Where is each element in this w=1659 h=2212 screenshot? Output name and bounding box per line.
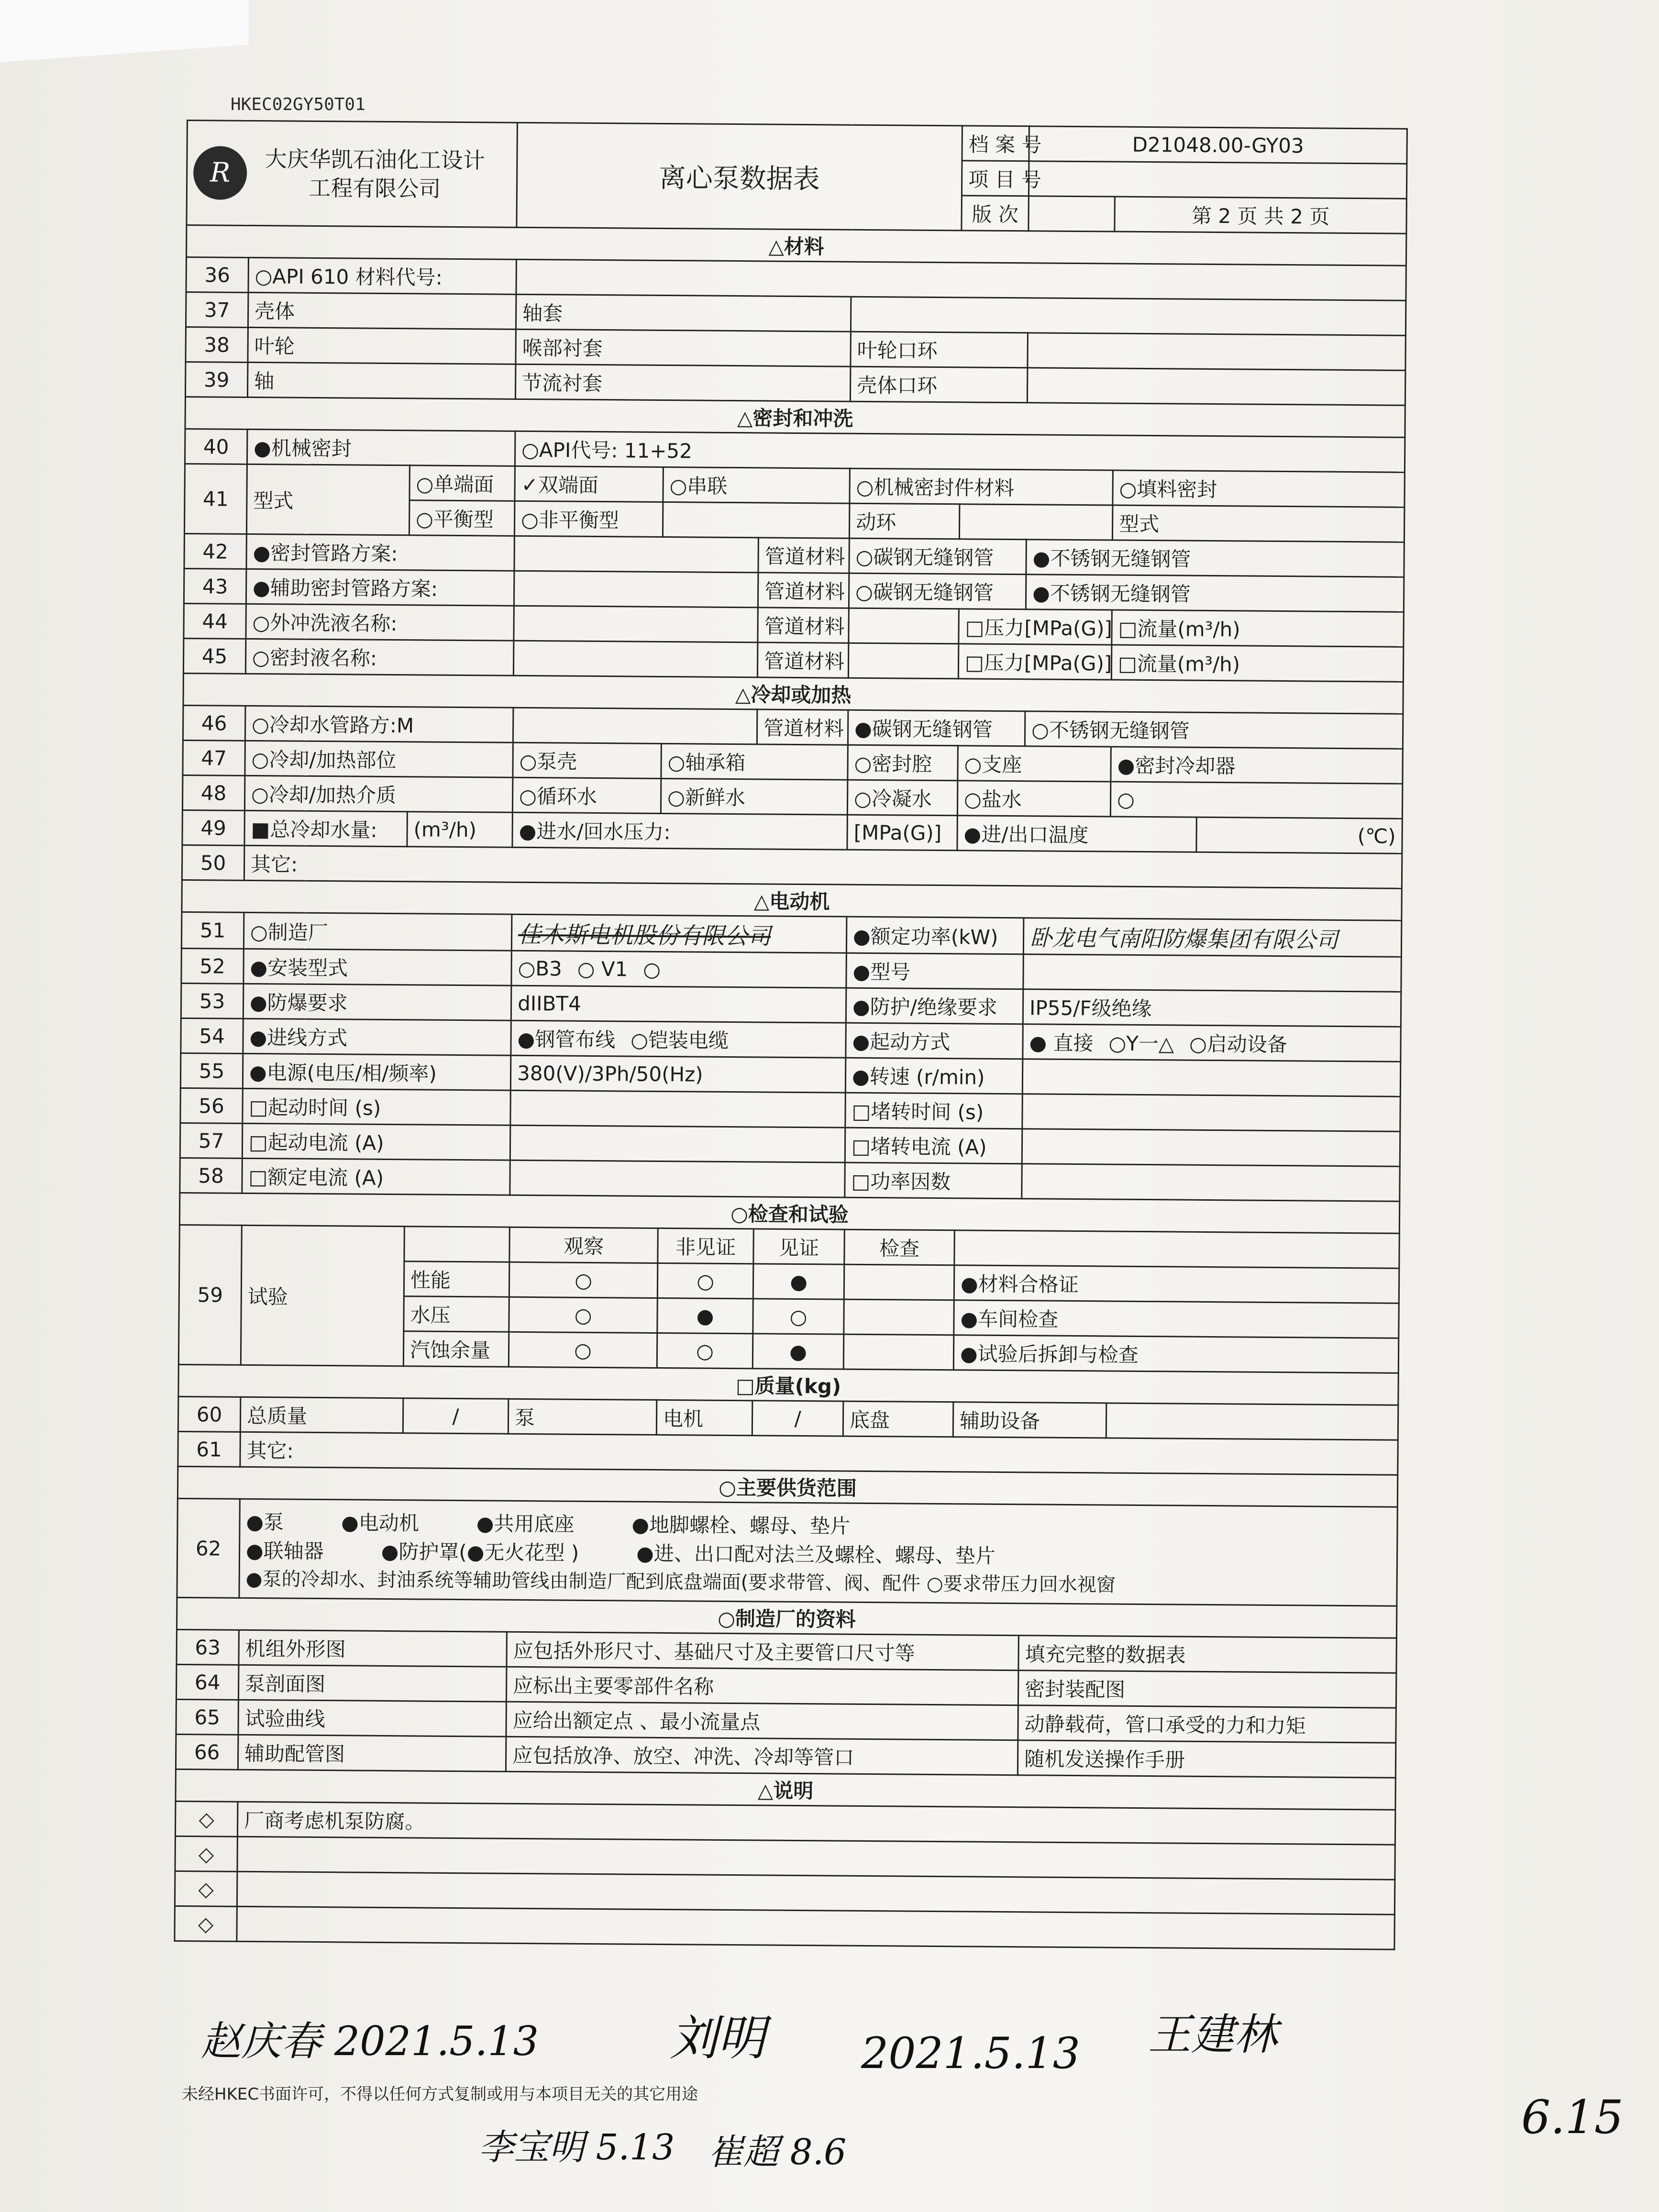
version-value: [1029, 196, 1115, 232]
test-col-nonwitness: 非见证: [658, 1228, 754, 1263]
cooling-water-unit: (m³/h): [407, 812, 513, 848]
pipe-material-label: 管道材料: [758, 573, 849, 608]
row-number: 54: [181, 1018, 243, 1053]
impeller-label: 叶轮: [248, 327, 516, 364]
locked-current-value: [1022, 1129, 1400, 1167]
casing-label: 壳体: [248, 292, 516, 329]
company-logo-icon: R: [193, 146, 247, 200]
blank-cell: [954, 1230, 1400, 1268]
row-62: [177, 1498, 1397, 1606]
carbon-steel-option: ○碳钢无缝钢管: [849, 573, 1026, 609]
other-option: ○: [1110, 782, 1403, 818]
inlet-pressure-label: ●进水/回水压力:: [512, 812, 847, 850]
aux-mass-value: [1106, 1403, 1398, 1440]
doc-name: 辅助配管图: [238, 1735, 506, 1771]
section-cooling: △冷却或加热: [183, 673, 1403, 714]
new-manufacturer-handwritten: 卧龙电气南阳防爆集团有限公司: [1029, 924, 1338, 953]
cooling-location-label: ○冷却/加热部位: [245, 741, 513, 777]
document-code: HKEC02GY50T01: [231, 95, 365, 114]
doc-requirement: 应给出额定点 、最小流量点: [506, 1702, 1018, 1740]
note-marker-icon: ◇: [175, 1836, 238, 1871]
row-number: 42: [184, 533, 247, 569]
cooling-water-piping-label: ○冷却水管路方:M: [245, 706, 513, 742]
doc-extra: 动静载荷，管口承受的力和力矩: [1018, 1705, 1396, 1743]
start-current-label: □起动电流 (A): [242, 1123, 510, 1160]
test-mark: ●: [752, 1334, 844, 1369]
pipe-material-label: 管道材料: [758, 538, 850, 573]
power-factor-label: □功率因数: [845, 1162, 1022, 1199]
blank-cell: [848, 643, 959, 679]
row-number: 64: [176, 1664, 239, 1700]
power-factor-value: [1022, 1164, 1400, 1202]
signature-3: 2021.5.13: [861, 2028, 1081, 2079]
pump-casing-option: ○泵壳: [513, 742, 662, 778]
test-label: 试验: [241, 1225, 404, 1366]
section-supply: ○主要供货范围: [177, 1466, 1397, 1507]
aux-mass-label: 辅助设备: [953, 1402, 1106, 1438]
file-no-label: 档 案 号: [962, 126, 1029, 161]
model-label: ●型号: [846, 953, 1024, 989]
sheet-title: 离心泵数据表: [517, 122, 962, 230]
blank-cell: [513, 708, 757, 744]
start-time-value: [510, 1090, 845, 1128]
doc-requirement: 应标出主要零部件名称: [506, 1667, 1018, 1705]
seal-piping-plan-value: [514, 536, 758, 573]
flow-label: □流量(m³/h): [1112, 610, 1404, 647]
throat-bushing-label: 喉部衬套: [516, 329, 851, 366]
impeller-ring-label: 叶轮口环: [851, 332, 1028, 368]
row-number: 40: [185, 429, 247, 464]
mounting-label: ●安装型式: [243, 949, 512, 985]
project-no-value: [1029, 161, 1407, 199]
total-mass-label: 总质量: [240, 1397, 403, 1433]
bearing-housing-option: ○轴承箱: [661, 743, 848, 780]
api-material-code-label: ○API 610 材料代号:: [248, 257, 517, 294]
rated-power-value: [1023, 918, 1402, 957]
copyright-notice: 未经HKEC书面许可，不得以任何方式复制或用与本项目无关的其它用途: [182, 2085, 698, 2104]
shaft-sleeve-label: 轴套: [516, 294, 851, 332]
row-number: 46: [183, 705, 245, 741]
manufacturer-label: ○制造厂: [243, 912, 512, 951]
wiring-options: [511, 1020, 846, 1058]
version-label: 版 次: [962, 196, 1029, 231]
row-number: 57: [180, 1123, 243, 1158]
test-mark: ○: [509, 1262, 658, 1298]
signature-4: 王建林: [1148, 2010, 1277, 2060]
note-text: [237, 1906, 1395, 1949]
packing-type-label: 型式: [1112, 505, 1405, 542]
conduit-option: ●钢管布线: [517, 1027, 616, 1052]
test-name: 水压: [404, 1296, 509, 1332]
row-number: 45: [183, 638, 246, 674]
blank-cell: [404, 1227, 510, 1262]
row-number: 58: [180, 1158, 243, 1193]
total-mass-value: /: [403, 1398, 509, 1434]
api-code: ○API代号: 11+52: [515, 431, 1405, 472]
pump-mass-label: 泵: [508, 1399, 657, 1435]
protection-label: ●防护/绝缘要求: [846, 988, 1023, 1024]
seal-chamber-option: ○密封腔: [848, 745, 958, 781]
start-current-value: [510, 1125, 845, 1162]
circulating-water-option: ○循环水: [512, 777, 661, 813]
page-info: 第 2 页 共 2 页: [1115, 197, 1407, 233]
inspection-item: ●材料合格证: [954, 1265, 1399, 1303]
b3-option: ○B3: [518, 956, 563, 981]
speed-value: [1022, 1059, 1401, 1097]
carbon-steel-option: ○碳钢无缝钢管: [849, 538, 1027, 575]
row-number: 48: [182, 775, 245, 810]
pipe-material-label: 管道材料: [757, 709, 848, 745]
note-marker-icon: ◇: [175, 1871, 237, 1906]
signature-1: 赵庆春 2021.5.13: [201, 2018, 539, 2065]
company-name: 大庆华凯石油化工设计 工程有限公司: [265, 146, 485, 202]
temp-unit: (℃): [1196, 817, 1403, 853]
section-seal: △密封和冲洗: [185, 397, 1405, 437]
corner-note: 6.15: [1521, 2090, 1624, 2144]
test-name: 性能: [404, 1261, 509, 1297]
supply-piping-note: ●泵的冷却水、封油系统等辅助管线由制造厂配到底盘端面(要求带管、阀、配件 ○要求带压力回水视窗: [245, 1568, 1116, 1596]
double-face-option: ✓双端面: [515, 466, 664, 502]
external-flush-value: [514, 606, 758, 642]
flow-label: □流量(m³/h): [1111, 645, 1404, 682]
inspection-item: ●车间检查: [954, 1300, 1399, 1338]
speed-label: ●转速 (r/min): [845, 1058, 1023, 1094]
row-number: 65: [176, 1699, 239, 1735]
seal-type-label: 型式: [246, 464, 409, 535]
blank-cell: [849, 608, 959, 644]
row-number: 62: [177, 1498, 240, 1598]
row-number: 52: [181, 948, 244, 984]
signature-2: 刘明: [670, 2010, 765, 2066]
motor-mass-value: /: [752, 1401, 843, 1436]
inlet-temp-label: ●进/出口温度: [957, 816, 1196, 852]
test-mark: ●: [657, 1298, 753, 1333]
row-number: 61: [178, 1431, 241, 1467]
note-marker-icon: ◇: [175, 1906, 237, 1941]
base-mass-label: 底盘: [843, 1401, 953, 1437]
blank-cell: [844, 1264, 954, 1300]
series-option: ○串联: [663, 467, 850, 503]
manufacturer-value: [511, 914, 847, 953]
seal-material-label: ○机械密封件材料: [850, 468, 1113, 505]
supply-item: ●防护罩(●无火花型 ): [381, 1539, 579, 1565]
balanced-option: ○平衡型: [409, 500, 515, 536]
cooling-medium-label: ○冷却/加热介质: [244, 775, 513, 812]
total-cooling-water-label: ■总冷却水量:: [244, 810, 408, 846]
signature-5: 李宝明 5.13: [478, 2127, 675, 2168]
row-number: 47: [183, 740, 245, 775]
explosion-proof-label: ●防爆要求: [243, 984, 511, 1020]
row-number: 49: [182, 810, 245, 845]
doc-name: 泵剖面图: [238, 1665, 507, 1702]
unbalanced-option: ○非平衡型: [514, 501, 663, 537]
explosion-proof-value: dIIBT4: [511, 985, 846, 1023]
blank-cell: [844, 1299, 954, 1335]
rated-power-label: ●额定功率(kW): [846, 917, 1024, 954]
support-option: ○支座: [958, 746, 1111, 782]
power-supply-value: 380(V)/3Ph/50(Hz): [510, 1055, 845, 1093]
packing-seal-label: ○填料密封: [1113, 470, 1405, 507]
doc-requirement: 应包括放净、放空、冲洗、冷却等管口: [506, 1736, 1018, 1775]
start-time-label: □起动时间 (s): [243, 1088, 511, 1125]
start-method-label: ●起动方式: [846, 1023, 1023, 1059]
row-number: 39: [185, 362, 248, 397]
row-number: 66: [176, 1734, 238, 1770]
project-no-label: 项 目 号: [962, 161, 1029, 196]
doc-extra: 填充完整的数据表: [1018, 1636, 1397, 1673]
mounting-options: [511, 951, 846, 988]
row-number: 37: [186, 292, 248, 328]
external-flush-label: ○外冲洗液名称:: [246, 604, 514, 641]
start-method-options: [1023, 1024, 1401, 1062]
section-motor: △电动机: [182, 880, 1402, 920]
data-sheet-table: [174, 120, 1408, 1950]
throttle-bushing-label: 节流衬套: [515, 364, 850, 401]
pressure-unit: [MPa(G)]: [847, 815, 958, 851]
note-marker-icon: ◇: [175, 1801, 238, 1836]
file-no-value: D21048.00-GY03: [1029, 126, 1407, 164]
starter-option: ○启动设备: [1189, 1032, 1288, 1057]
direct-start-option: ● 直接: [1029, 1031, 1094, 1055]
header-row: [187, 121, 1407, 164]
doc-extra: 随机发送操作手册: [1018, 1740, 1396, 1778]
row-number: 63: [177, 1629, 239, 1665]
fresh-water-option: ○新鲜水: [661, 778, 848, 815]
pipe-material-label: 管道材料: [757, 642, 849, 678]
seal-cooler-option: ●密封冷却器: [1111, 747, 1403, 784]
inspection-cell: [953, 1335, 1399, 1373]
doc-name: 机组外形图: [239, 1630, 507, 1667]
row-number: 38: [186, 327, 248, 362]
carbon-steel-option: ●碳钢无缝钢管: [848, 710, 1025, 746]
section-docs: ○制造厂的资料: [177, 1597, 1396, 1638]
seal-fluid-value: [513, 641, 757, 677]
inspection-item: ●试验后拆卸与检查: [960, 1342, 1139, 1367]
locked-time-label: □堵转时间 (s): [845, 1093, 1023, 1129]
supply-scope-cell: [239, 1499, 1397, 1606]
mechanical-seal-label: ●机械密封: [247, 429, 515, 466]
motor-mass-label: 电机: [656, 1400, 752, 1435]
section-tests: ○检查和试验: [179, 1193, 1399, 1233]
test-col-witness: 见证: [753, 1229, 845, 1264]
row-number: 51: [181, 912, 244, 949]
impeller-ring-value: [1028, 333, 1406, 371]
stainless-steel-option: ●不锈钢无缝钢管: [1026, 540, 1405, 577]
supply-item: ●进、出口配对法兰及螺栓、螺母、垫片: [636, 1541, 995, 1568]
row-number: 55: [180, 1053, 243, 1088]
row-number: 53: [181, 983, 243, 1018]
model-value: [1023, 954, 1402, 992]
test-mark: ○: [657, 1263, 753, 1298]
pipe-material-label: 管道材料: [758, 608, 849, 643]
supply-item: ●电动机: [341, 1510, 420, 1535]
row-number: 36: [186, 257, 249, 293]
supply-item: ●泵: [246, 1510, 284, 1534]
seal-piping-plan-label: ●密封管路方案:: [246, 534, 515, 571]
cooling-other-label: 其它:: [244, 845, 1402, 888]
note-text: 厂商考虑机泵防腐。: [237, 1802, 1395, 1845]
stainless-steel-option: ○不锈钢无缝钢管: [1025, 711, 1403, 749]
doc-requirement: 应包括外形尺寸、基础尺寸及主要管口尺寸等: [507, 1632, 1018, 1670]
manufacturer-handwritten: 佳木斯电机股份有限公司: [518, 921, 771, 950]
inspection-label: 检查: [844, 1229, 955, 1265]
casing-ring-value: [1027, 368, 1405, 406]
company-cell: [187, 121, 518, 228]
seal-fluid-label: ○密封液名称:: [245, 639, 514, 675]
protection-value: IP55/F级绝缘: [1023, 989, 1401, 1027]
section-notes: △说明: [176, 1769, 1395, 1810]
supply-item: ●联轴器: [245, 1538, 324, 1563]
doc-name: 试验曲线: [238, 1700, 507, 1736]
row-number: 41: [184, 464, 247, 534]
test-col-observe: 观察: [509, 1227, 658, 1263]
pressure-label: □压力[MPa(G)]: [958, 644, 1112, 680]
pump-data-sheet: [174, 120, 1406, 1994]
supply-item: ●地脚螺栓、螺母、垫片: [631, 1513, 851, 1538]
test-mark: ○: [657, 1333, 753, 1368]
casing-ring-label: 壳体口环: [850, 366, 1028, 403]
blank-cell: [663, 502, 850, 538]
pressure-label: □压力[MPa(G)]: [959, 609, 1112, 645]
shaft-sleeve-value: [851, 297, 1406, 335]
moving-ring-label: 动环: [849, 503, 960, 539]
api-material-code-value: [516, 259, 1406, 300]
test-mark: ○: [509, 1332, 657, 1368]
brine-option: ○盐水: [957, 781, 1111, 817]
weight-other-label: 其它:: [240, 1432, 1398, 1475]
condensate-option: ○冷凝水: [847, 780, 958, 816]
aux-seal-piping-label: ●辅助密封管路方案:: [246, 569, 514, 606]
shaft-label: 轴: [247, 362, 516, 399]
row-number: 56: [180, 1088, 243, 1123]
single-face-option: ○单端面: [409, 465, 515, 501]
armored-cable-option: ○铠装电缆: [630, 1028, 729, 1052]
mount-other-option: ○: [643, 957, 661, 981]
rated-current-value: [510, 1160, 845, 1197]
locked-current-label: □堵转电流 (A): [845, 1128, 1022, 1164]
section-weight: □质量(kg): [178, 1364, 1398, 1405]
v1-option: ○ V1: [577, 957, 628, 981]
test-mark: ●: [753, 1264, 844, 1299]
test-mark: ○: [509, 1297, 658, 1333]
power-supply-label: ●电源(电压/相/频率): [243, 1053, 511, 1090]
test-mark: ○: [753, 1299, 844, 1334]
row-number: 60: [178, 1396, 241, 1432]
signature-6: 崔超 8.6: [708, 2132, 847, 2173]
test-name: 汽蚀余量: [403, 1331, 509, 1367]
row-number: 50: [182, 845, 244, 880]
supply-item: ●共用底座: [476, 1511, 575, 1536]
wiring-label: ●进线方式: [243, 1018, 511, 1055]
row-number: 44: [184, 603, 246, 639]
blank-cell: [843, 1334, 954, 1370]
doc-extra: 密封装配图: [1018, 1670, 1396, 1708]
row-number: 43: [184, 568, 246, 604]
aux-seal-piping-value: [514, 571, 758, 608]
moving-ring-value: [959, 504, 1113, 540]
star-delta-option: ○Y一△: [1108, 1031, 1174, 1056]
row-number: 59: [178, 1225, 242, 1365]
rated-current-label: □额定电流 (A): [242, 1158, 510, 1195]
section-materials: △材料: [186, 225, 1406, 266]
locked-time-value: [1022, 1094, 1401, 1132]
stainless-steel-option: ●不锈钢无缝钢管: [1026, 575, 1404, 612]
